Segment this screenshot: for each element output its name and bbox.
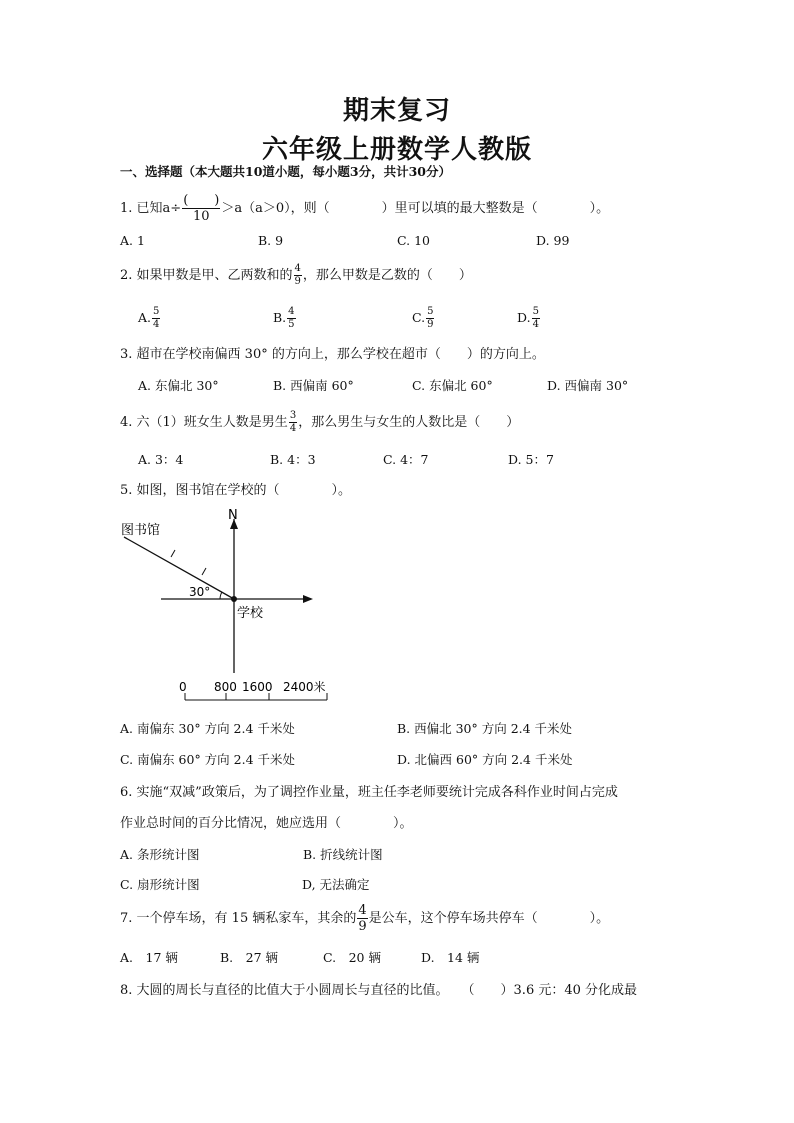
library-label: 图书馆 — [121, 523, 161, 538]
question-7 — [120, 904, 609, 933]
q5-option-d: D. 北偏西 60° 方向 2.4 千米处 — [397, 752, 573, 767]
q2-option-c — [412, 303, 435, 333]
library-direction-line — [124, 537, 234, 599]
q4-option-b: B. 4：3 — [270, 452, 316, 467]
question-1-post: ＞a（a＞0），则（ ）里可以填的最大整数是（ ）。 — [221, 201, 610, 216]
q5-option-c: C. 南偏东 60° 方向 2.4 千米处 — [120, 752, 295, 767]
school-dot — [231, 596, 237, 602]
fraction-denominator: 4 — [532, 319, 539, 330]
q7-option-d: D. 14 辆 — [421, 950, 480, 965]
q5-option-b: B. 西偏北 30° 方向 2.4 千米处 — [397, 721, 573, 736]
q5-option-a: A. 南偏东 30° 方向 2.4 千米处 — [120, 721, 295, 736]
q1-option-b: B. 9 — [258, 233, 284, 248]
question-6-line-2: 作业总时间的百分比情况，她应选用（ ）。 — [120, 816, 413, 831]
option-fraction — [532, 307, 540, 330]
q6-option-a: A. 条形统计图 — [120, 847, 200, 862]
fraction-denominator: 10 — [192, 209, 210, 224]
fraction-numerator: 3 — [289, 410, 297, 421]
north-label: N — [228, 508, 238, 523]
question-4 — [120, 411, 519, 434]
q6-option-b: B. 折线统计图 — [303, 847, 383, 862]
q3-option-d: D. 西偏南 30° — [547, 378, 629, 393]
page-title: 期末复习 — [342, 96, 451, 126]
fraction-denominator: 5 — [288, 319, 295, 330]
question-6-line-1: 6. 实施“双减”政策后，为了调控作业量，班主任李老师要统计完成各科作业时间占完成 — [120, 785, 618, 800]
question-1 — [120, 194, 609, 223]
fraction-numerator: 5 — [153, 306, 160, 317]
fraction-denominator: 9 — [427, 319, 434, 330]
question-5: 5. 如图，图书馆在学校的（ ）。 — [120, 483, 352, 498]
fraction-numerator: 4 — [358, 903, 367, 918]
fraction-numerator: 4 — [288, 306, 295, 317]
fraction-denominator: 9 — [294, 276, 301, 287]
fraction-denominator: 4 — [289, 423, 297, 434]
question-3: 3. 超市在学校南偏西 30° 的方向上，那么学校在超市（ ）的方向上。 — [120, 347, 545, 362]
east-arrow-icon — [303, 595, 313, 603]
scale-label-2400: 2400米 — [283, 680, 326, 694]
fraction-denominator: 4 — [153, 319, 160, 330]
question-2-post: ，那么甲数是乙数的（ ） — [302, 268, 472, 283]
q2-option-a — [138, 303, 161, 333]
q1-option-d: D. 99 — [536, 233, 570, 248]
tick-mark — [171, 550, 175, 557]
fraction-numerator: 5 — [532, 306, 539, 317]
direction-diagram — [115, 505, 345, 705]
section-heading: 一、选择题（本大题共10道小题，每小题3分，共计30分） — [120, 164, 451, 179]
scale-label-1600: 1600 — [242, 680, 273, 694]
q3-option-b: B. 西偏南 60° — [273, 378, 354, 393]
q7-option-a: A. 17 辆 — [120, 950, 178, 965]
q3-option-c: C. 东偏北 60° — [412, 378, 493, 393]
question-7-fraction — [357, 904, 367, 933]
question-8: 8. 大圆的周长与直径的比值大于小圆周长与直径的比值。 （ ）3.6 元：40 分化成最 — [120, 983, 638, 998]
option-fraction — [152, 307, 160, 330]
question-4-pre: 4. 六（1）班女生人数是男生 — [120, 415, 288, 430]
angle-arc — [220, 592, 222, 599]
question-1-fraction — [182, 194, 220, 223]
scale-label-0: 0 — [179, 680, 187, 694]
fraction-numerator: 5 — [427, 306, 434, 317]
question-4-fraction — [289, 411, 297, 434]
option-letter: A. — [138, 310, 152, 325]
q2-option-b — [273, 303, 297, 333]
q4-option-c: C. 4：7 — [383, 452, 429, 467]
question-1-pre: 1. 已知a÷ — [120, 201, 182, 216]
question-7-pre: 7. 一个停车场，有 15 辆私家车，其余的 — [120, 911, 357, 926]
question-7-post: 是公车，这个停车场共停车（ ）。 — [368, 911, 610, 926]
fraction-numerator: 4 — [294, 263, 301, 274]
q6-option-c: C. 扇形统计图 — [120, 877, 200, 892]
scale-label-800: 800 — [214, 680, 237, 694]
fraction-numerator: ( ) — [183, 193, 220, 208]
option-letter: D. — [517, 310, 531, 325]
fraction-denominator: 9 — [358, 919, 367, 934]
question-2-fraction — [294, 264, 302, 287]
q7-option-c: C. 20 辆 — [323, 950, 381, 965]
option-fraction — [426, 307, 434, 330]
q6-option-d: D, 无法确定 — [302, 877, 370, 892]
q4-option-d: D. 5：7 — [508, 452, 554, 467]
q3-option-a: A. 东偏北 30° — [138, 378, 219, 393]
school-label: 学校 — [237, 606, 264, 621]
q1-option-c: C. 10 — [397, 233, 430, 248]
question-2 — [120, 264, 472, 287]
q2-option-d — [517, 303, 541, 333]
q4-option-a: A. 3：4 — [138, 452, 184, 467]
q7-option-b: B. 27 辆 — [220, 950, 279, 965]
question-2-pre: 2. 如果甲数是甲、乙两数和的 — [120, 268, 293, 283]
question-4-post: ，那么男生与女生的人数比是（ ） — [298, 415, 520, 430]
angle-label: 30° — [189, 585, 211, 599]
option-letter: B. — [273, 310, 287, 325]
q1-option-a: A. 1 — [120, 233, 145, 248]
page-subtitle: 六年级上册数学人教版 — [261, 135, 532, 165]
tick-mark — [202, 568, 206, 575]
option-letter: C. — [412, 310, 426, 325]
option-fraction — [287, 307, 295, 330]
